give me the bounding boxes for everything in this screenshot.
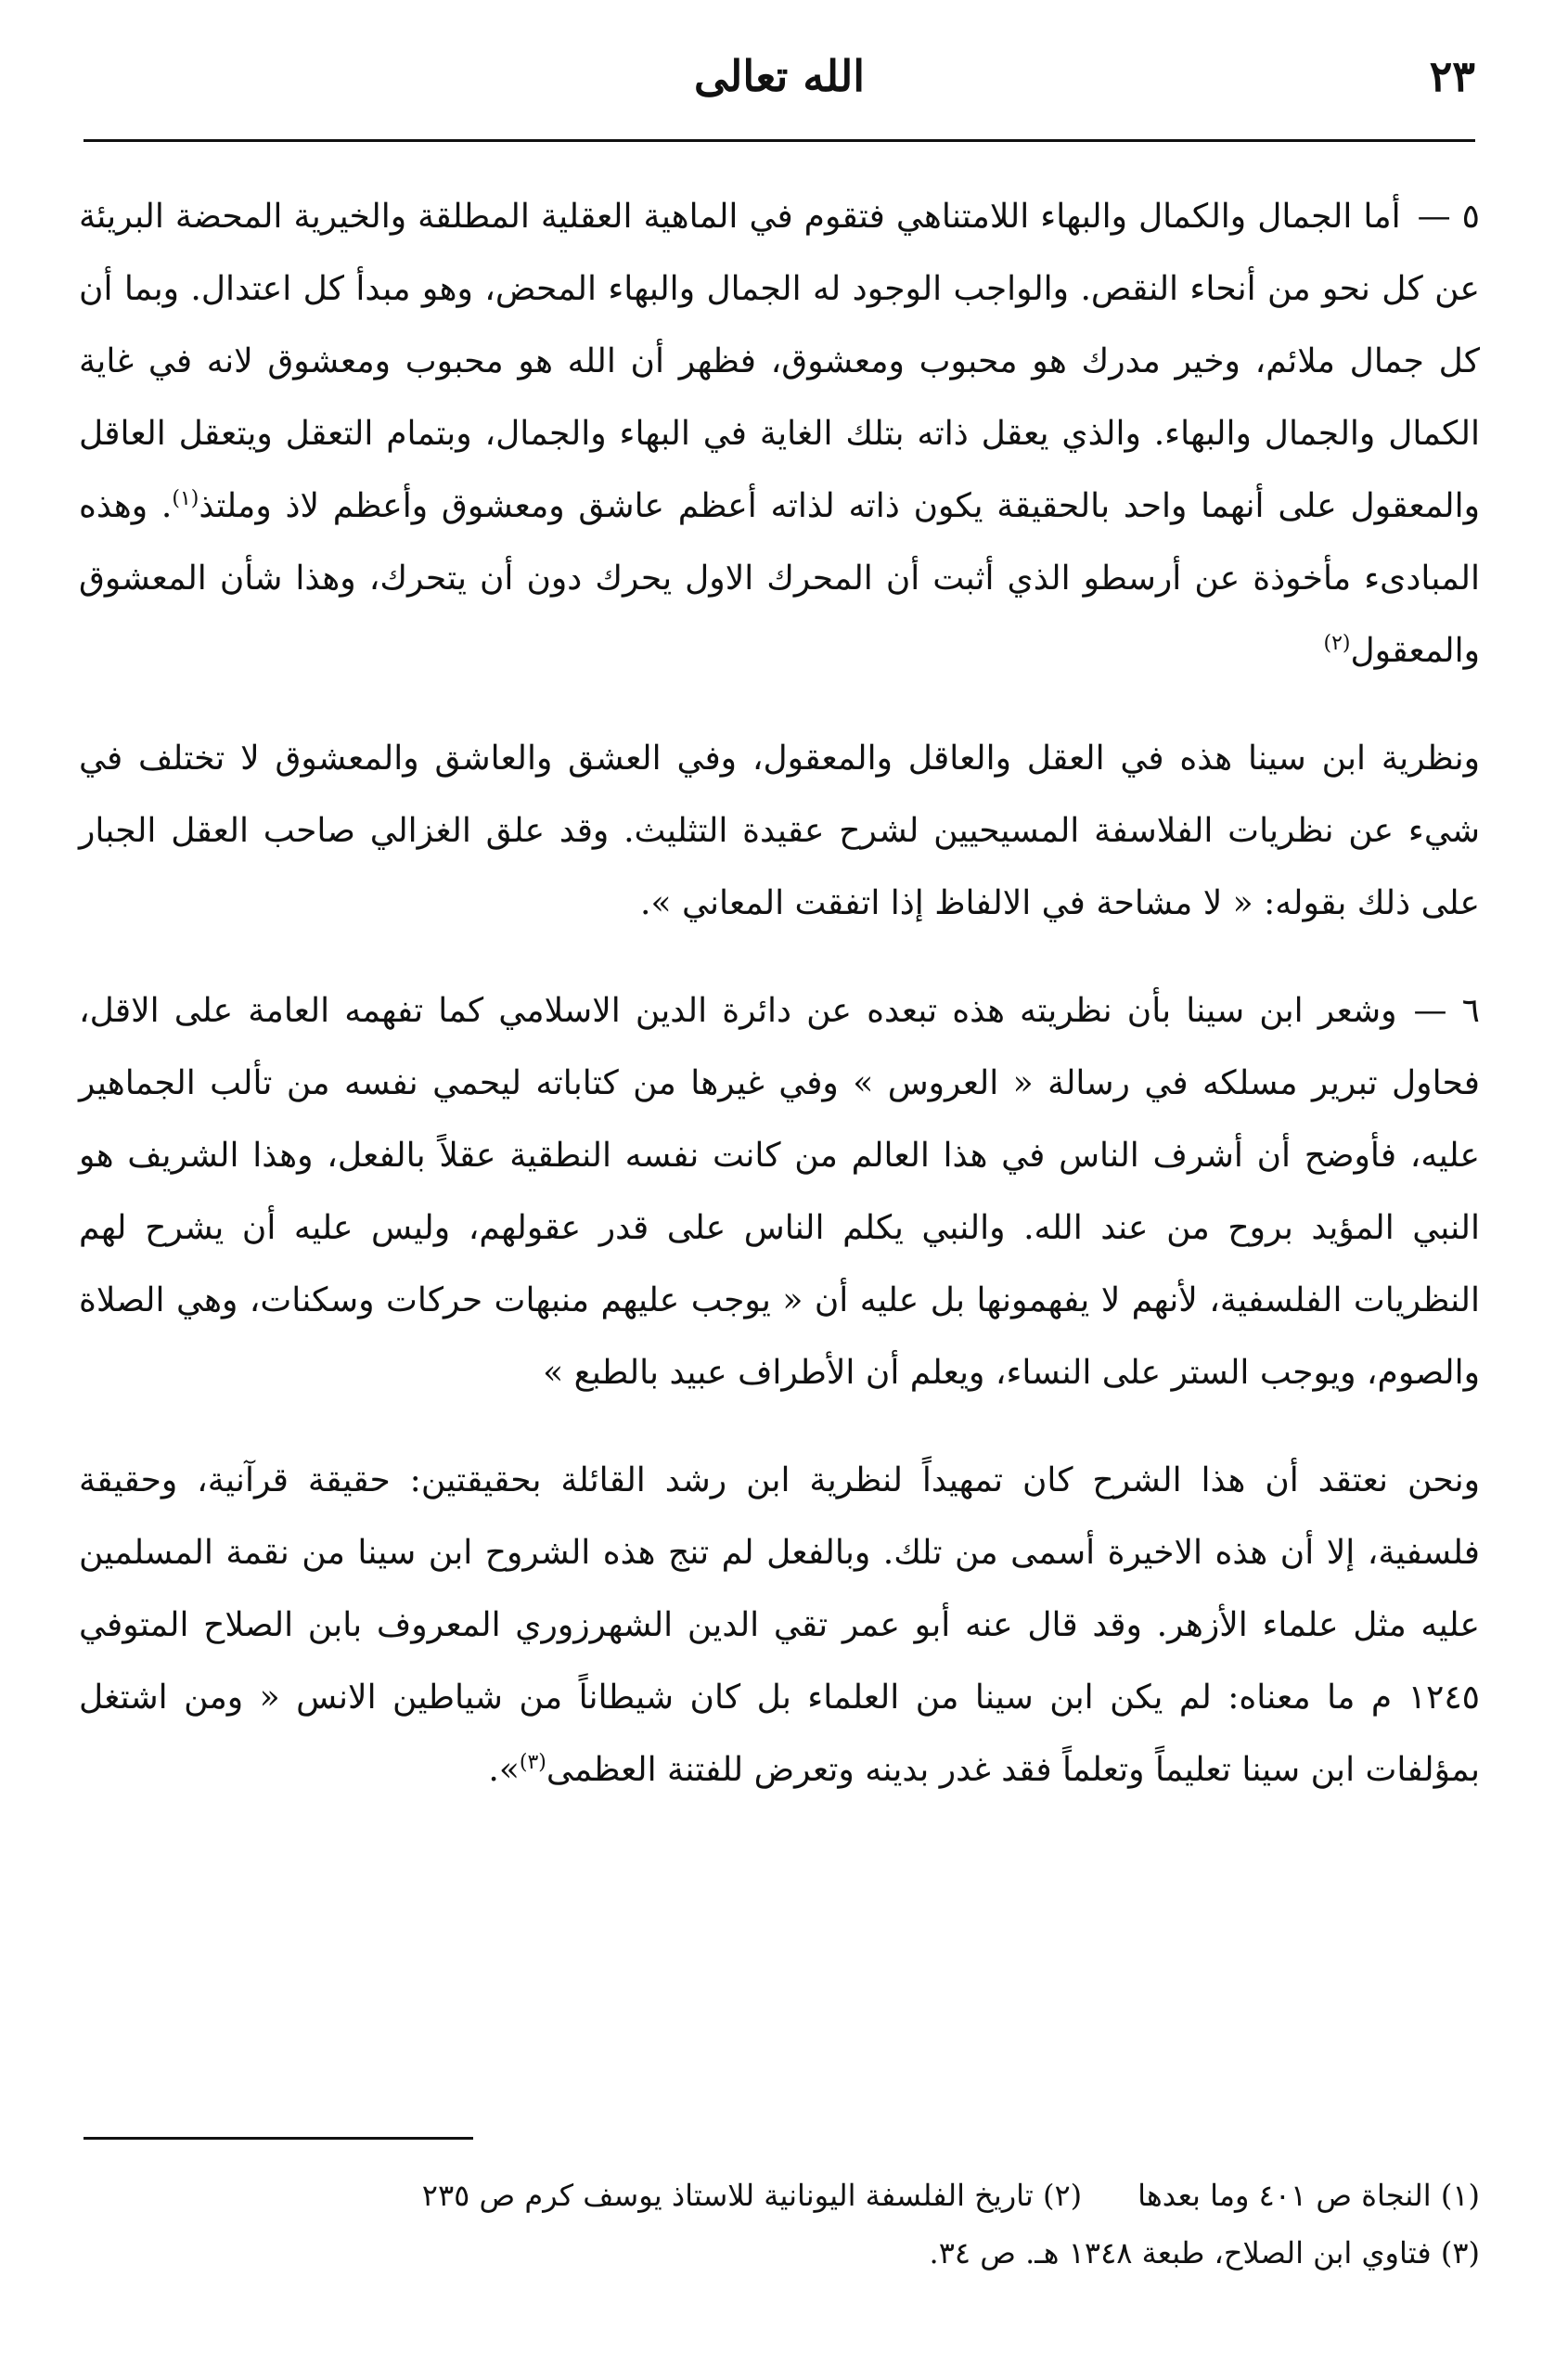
footnote-3: (٣) فتاوي ابن الصلاح، طبعة ١٣٤٨ هـ. ص ٣٤. [929, 2235, 1480, 2271]
paragraph-6 [79, 975, 1480, 1409]
paragraph-5 [79, 181, 1480, 688]
footnote-ref: (٣) [519, 1751, 546, 1774]
paragraph-ibn-rushd [79, 1445, 1480, 1807]
running-title: الله تعالى [693, 51, 866, 101]
body-text [79, 181, 1480, 1807]
footnote-1: (١) النجاة ص ٤٠١ وما بعدها [1137, 2178, 1480, 2213]
page-header [84, 51, 1475, 107]
paragraph-text: ونظرية ابن سينا هذه في العقل والعاقل والمعقول، وفي العشق والعاشق والمعشوق لا تختلف في شيء عن نظريات الفلاسفة المسيحيين لشرح عقيدة التثليث. وقد علق الغزالي صاحب العقل الجبار على ذلك بقوله: « لا مشاحة في الالفاظ إذا اتفقت المعاني ». [79, 740, 1480, 922]
paragraph-avicenna-theory [79, 723, 1480, 940]
footnote-line [167, 2224, 1480, 2282]
footnote-2: (٢) تاريخ الفلسفة اليونانية للاستاذ يوسف كرم ص ٢٣٥ [421, 2178, 1083, 2213]
paragraph-text-cont: ». [488, 1751, 520, 1789]
footnotes [167, 2167, 1480, 2282]
footnote-ref: (١) [172, 487, 199, 510]
page-number: ٢٣ [1429, 51, 1475, 101]
paragraph-text: ونحن نعتقد أن هذا الشرح كان تمهيداً لنظرية ابن رشد القائلة بحقيقتين: حقيقة قرآنية، وحقيقة فلسفية، إلا أن هذه الاخيرة أسمى من تلك. وبالفعل لم تنج هذه الشروح ابن سينا من نقمة المسلمين عليه مثل علماء الأزهر. وقد قال عنه أبو عمر تقي الدين الشهرزوري المعروف بابن الصلاح المتوفي ١٢٤٥ م ما معناه: لم يكن ابن سينا من العلماء بل كان شيطاناً من شياطين الانس « ومن اشتغل بمؤلفات ابن سينا تعليماً وتعلماً فقد غدر بدينه وتعرض للفتنة العظمى [79, 1461, 1480, 1789]
footnote-ref: (٢) [1323, 632, 1351, 655]
paragraph-text-cont: . وهذه المبادىء مأخوذة عن أرسطو الذي أثبت أن المحرك الاول يحرك دون أن يتحرك، وهذا شأن المعشوق والمعقول [79, 487, 1480, 670]
paragraph-number: ٦ — [1413, 992, 1480, 1030]
footnote-rule [84, 2137, 473, 2140]
header-rule [84, 139, 1475, 142]
paragraph-text: أما الجمال والكمال والبهاء اللامتناهي فتقوم في الماهية العقلية المطلقة والخيرية المحضة البريئة عن كل نحو من أنحاء النقص. والواجب الوجود له الجمال والبهاء المحض، وهو مبدأ كل اعتدال. وبما أن كل جمال ملائم، وخير مدرك هو محبوب ومعشوق، فظهر أن الله هو محبوب ومعشوق لانه في غاية الكمال والجمال والبهاء. والذي يعقل ذاته بتلك الغاية في البهاء والجمال، وبتمام التعقل ويتعقل العاقل والمعقول على أنهما واحد بالحقيقة يكون ذاته لذاته أعظم عاشق ومعشوق وأعظم لاذ وملتذ [79, 198, 1480, 525]
footnote-line [167, 2167, 1480, 2224]
paragraph-number: ٥ — [1417, 198, 1481, 236]
paragraph-text: وشعر ابن سينا بأن نظريته هذه تبعده عن دائرة الدين الاسلامي كما تفهمه العامة على الاقل، فحاول تبرير مسلكه في رسالة « العروس » وفي غيرها من كتاباته ليحمي نفسه من تألب الجماهير عليه، فأوضح أن أشرف الناس في هذا العالم من كانت نفسه النطقية عقلاً بالفعل، وهذا الشريف هو النبي المؤيد بروح من عند الله. والنبي يكلم الناس على قدر عقولهم، وليس عليه أن يشرح لهم النظريات الفلسفية، لأنهم لا يفهمونها بل عليه أن « يوجب عليهم منبهات حركات وسكنات، وهي الصلاة والصوم، ويوجب الستر على النساء، ويعلم أن الأطراف عبيد بالطبع » [79, 992, 1480, 1392]
